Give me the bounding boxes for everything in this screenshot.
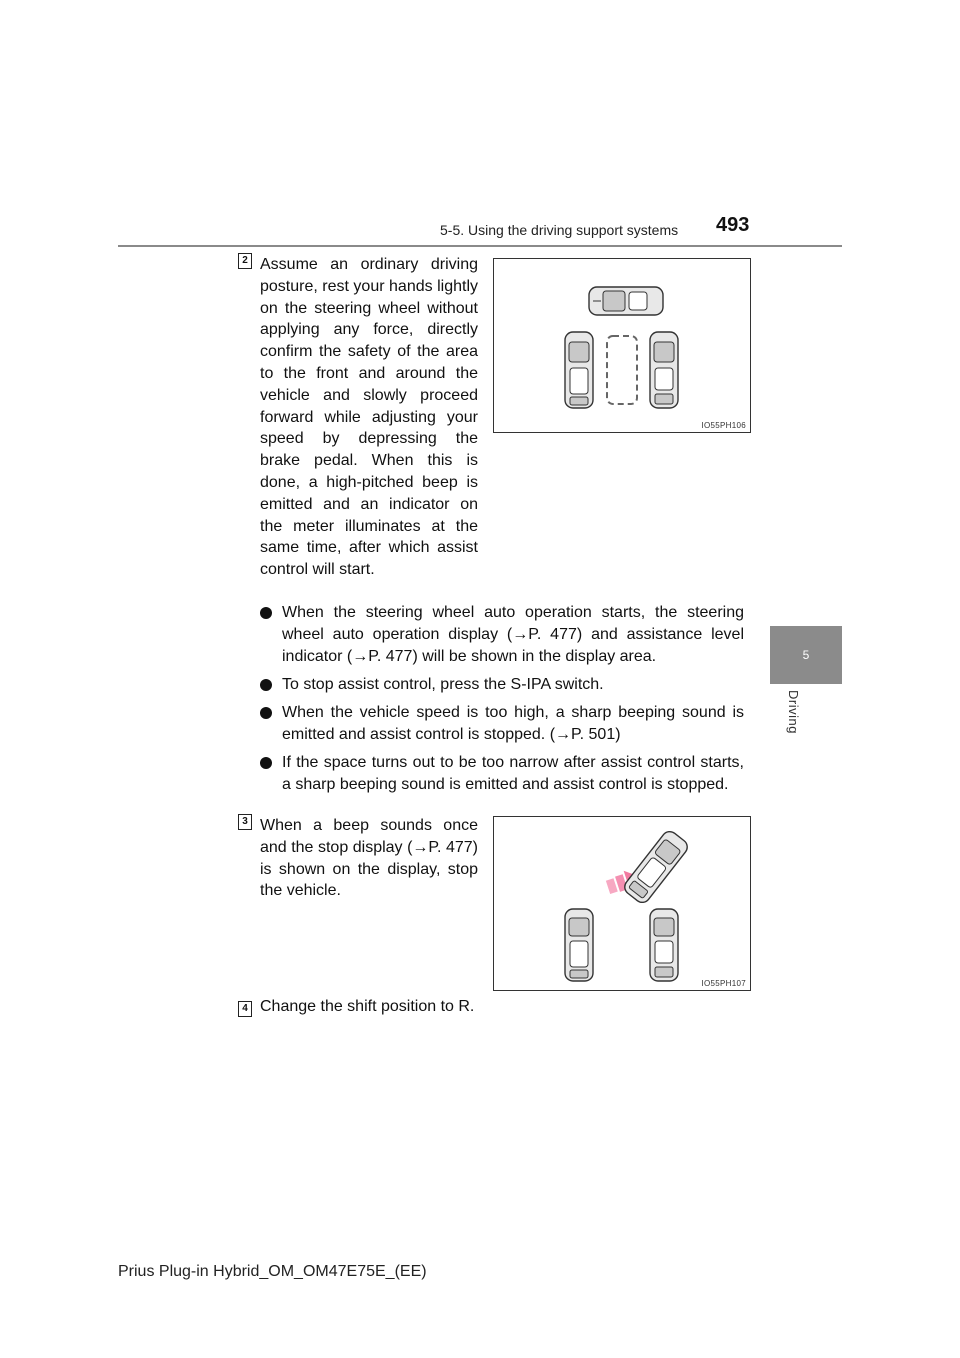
figure-stop-vehicle (493, 816, 751, 991)
step-2-text: Assume an ordinary driving posture, rest your hands lightly on the steering wheel without applying any force, directly confirm the safety of the area to the front and around the vehicle and slowly proceed forward while adjusting your speed by depressing the brake pedal. When this is done, a high-pitched beep is emitted and an indicator on the meter illuminates at the same time, after which assist control will start. (260, 256, 478, 579)
car-top-icon (589, 287, 663, 315)
bullet-icon (260, 607, 272, 619)
chapter-tab: 5 (770, 626, 842, 684)
step-4-text: Change the shift position to R. (260, 998, 475, 1015)
parking-illustration-2 (494, 817, 750, 990)
header-divider (118, 245, 842, 247)
bullet-icon (260, 679, 272, 691)
bullet-icon (260, 707, 272, 719)
list-item: To stop assist control, press the S-IPA switch. (260, 674, 744, 696)
chapter-title: Driving (786, 690, 801, 734)
bullet-icon (260, 757, 272, 769)
car-right-icon (650, 332, 678, 408)
document-footer: Prius Plug-in Hybrid_OM_OM47E75E_(EE) (118, 1263, 427, 1280)
car-left-icon (565, 332, 593, 408)
step-3-text: When a beep sounds once and the stop display (→P. 477) is shown on the display, stop the vehicle. (260, 817, 478, 900)
car-left-icon (565, 909, 593, 981)
step-number-4: 4 (238, 1001, 252, 1017)
list-item: If the space turns out to be too narrow after assist control starts, a sharp beeping sound is emitted and assist control is stopped. (260, 752, 744, 796)
list-item: When the steering wheel auto operation starts, the steering wheel auto operation display (→P. 477) and assistance level indicator (→P. 477) will be shown in the display area. (260, 602, 744, 668)
car-moving-icon (622, 828, 691, 905)
figure-code: IO55PH107 (701, 979, 746, 988)
step-number-2: 2 (238, 253, 252, 269)
page-number: 493 (716, 214, 750, 236)
section-title: 5-5. Using the driving support systems (440, 222, 679, 238)
step-number-3: 3 (238, 814, 252, 830)
car-right-icon (650, 909, 678, 981)
bullet-list (260, 602, 744, 802)
parking-illustration-1 (494, 259, 750, 432)
figure-start-parking (493, 258, 751, 433)
target-space-outline (607, 336, 637, 404)
figure-code: IO55PH106 (701, 421, 746, 430)
list-item: When the vehicle speed is too high, a sharp beeping sound is emitted and assist control is stopped. (→P. 501) (260, 702, 744, 746)
